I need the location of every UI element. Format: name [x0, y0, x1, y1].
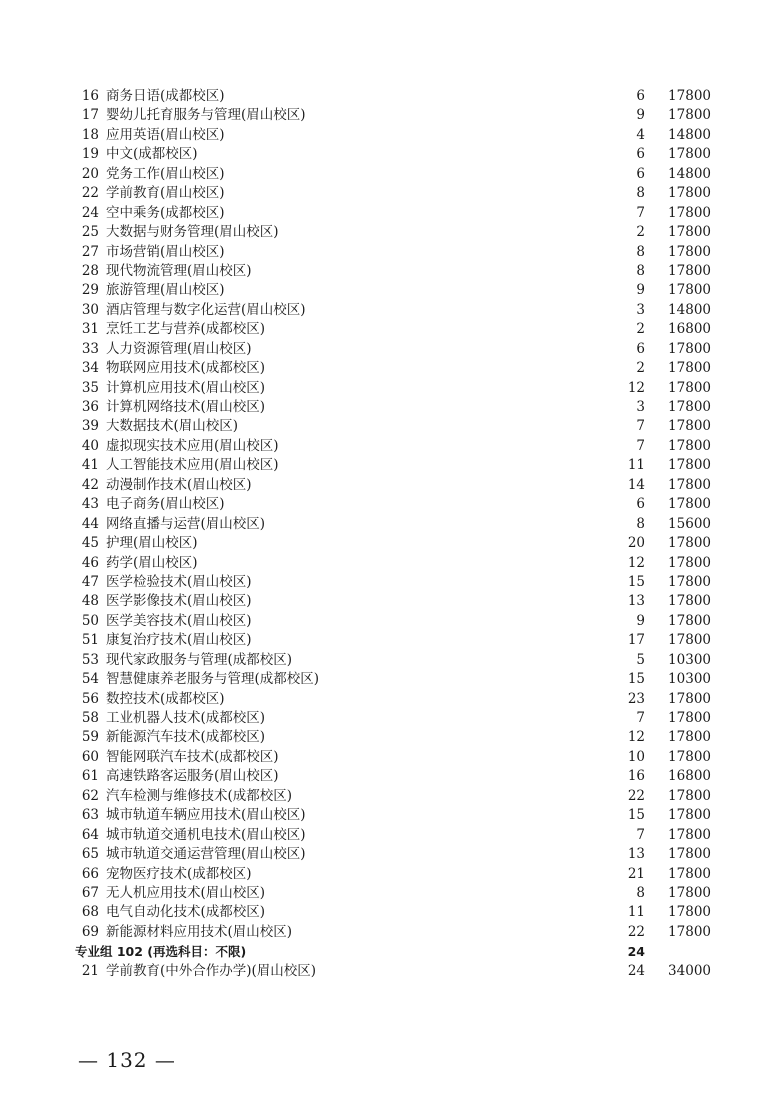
major-name: 智能网联汽车技术(成都校区) [106, 748, 279, 765]
major-code: 31 [81, 321, 99, 338]
major-name: 人力资源管理(眉山校区) [106, 340, 252, 357]
enrollment-count: 6 [636, 496, 645, 513]
major-name: 电子商务(眉山校区) [106, 496, 225, 513]
major-name: 医学检验技术(眉山校区) [106, 573, 252, 590]
tuition-fee: 10300 [668, 671, 711, 688]
table-row [75, 320, 725, 339]
tuition-fee: 16800 [668, 321, 711, 338]
major-code: 47 [81, 573, 99, 590]
tuition-fee: 17800 [668, 865, 711, 882]
major-name: 学前教育(中外合作办学)(眉山校区) [106, 962, 317, 979]
tuition-fee: 17800 [668, 457, 711, 474]
tuition-fee: 17800 [668, 923, 711, 940]
major-code: 17 [81, 107, 99, 124]
tuition-fee: 17800 [668, 787, 711, 804]
table-row [75, 126, 725, 145]
table-row [75, 709, 725, 728]
major-code: 65 [81, 846, 99, 863]
enrollment-count: 5 [636, 651, 645, 668]
table-row [75, 612, 725, 631]
major-list [75, 87, 725, 942]
major-name: 康复治疗技术(眉山校区) [106, 632, 252, 649]
tuition-fee: 14800 [668, 126, 711, 143]
group-count: 24 [627, 944, 645, 960]
major-name: 大数据技术(眉山校区) [106, 418, 239, 435]
major-code: 60 [81, 748, 99, 765]
enrollment-count: 11 [627, 904, 645, 921]
enrollment-count: 6 [636, 340, 645, 357]
major-name: 烹饪工艺与营养(成都校区) [106, 321, 266, 338]
enrollment-count: 7 [636, 204, 645, 221]
enrollment-count: 9 [636, 282, 645, 299]
enrollment-count: 21 [627, 865, 645, 882]
enrollment-count: 2 [636, 321, 645, 338]
major-code: 45 [81, 535, 99, 552]
major-name: 电气自动化技术(成都校区) [106, 904, 266, 921]
major-name: 党务工作(眉山校区) [106, 165, 225, 182]
major-name: 药学(眉山校区) [106, 554, 198, 571]
page-number: — 132 — [78, 1048, 176, 1072]
major-code: 43 [81, 496, 99, 513]
table-row [75, 573, 725, 592]
enrollment-count: 23 [627, 690, 645, 707]
enrollment-count: 8 [636, 185, 645, 202]
tuition-fee: 17800 [668, 340, 711, 357]
enrollment-count: 7 [636, 826, 645, 843]
major-code: 46 [81, 554, 99, 571]
major-name: 旅游管理(眉山校区) [106, 282, 225, 299]
table-row [75, 262, 725, 281]
enrollment-count: 15 [627, 573, 645, 590]
tuition-fee: 17800 [668, 437, 711, 454]
tuition-fee: 15600 [668, 515, 711, 532]
enrollment-count: 15 [627, 671, 645, 688]
enrollment-count: 14 [627, 476, 645, 493]
enrollment-count: 7 [636, 418, 645, 435]
major-name: 中文(成都校区) [106, 146, 198, 163]
tuition-fee: 10300 [668, 651, 711, 668]
tuition-fee: 17800 [668, 282, 711, 299]
table-row [75, 534, 725, 553]
table-row [75, 767, 725, 786]
enrollment-count: 7 [636, 710, 645, 726]
major-code: 39 [81, 418, 99, 435]
table-row [75, 651, 725, 670]
tuition-fee: 17800 [668, 612, 711, 629]
major-code: 62 [81, 787, 99, 804]
enrollment-count: 24 [627, 962, 645, 979]
table-row [75, 806, 725, 825]
enrollment-count: 12 [627, 554, 645, 571]
major-code: 69 [81, 923, 99, 940]
enrollment-count: 12 [627, 379, 645, 396]
major-name: 商务日语(成都校区) [106, 88, 225, 104]
tuition-fee: 16800 [668, 768, 711, 785]
tuition-fee: 17800 [668, 535, 711, 552]
major-name: 新能源汽车技术(成都校区) [106, 729, 266, 746]
table-row [75, 340, 725, 359]
major-name: 医学影像技术(眉山校区) [106, 593, 252, 610]
major-name: 现代家政服务与管理(成都校区) [106, 651, 293, 668]
tuition-fee: 17800 [668, 204, 711, 221]
major-code: 33 [81, 340, 99, 357]
major-name: 高速铁路客运服务(眉山校区) [106, 768, 279, 785]
tuition-fee: 17800 [668, 146, 711, 163]
major-code: 18 [81, 126, 99, 143]
table-row [75, 145, 725, 164]
enrollment-count: 13 [627, 846, 645, 863]
major-name: 城市轨道车辆应用技术(眉山校区) [106, 807, 306, 824]
major-name: 计算机应用技术(眉山校区) [106, 379, 266, 396]
major-name: 计算机网络技术(眉山校区) [106, 399, 266, 415]
enrollment-count: 6 [636, 165, 645, 182]
table-row [75, 184, 725, 203]
major-code: 27 [81, 243, 99, 260]
table-row [75, 865, 725, 884]
major-name: 网络直播与运营(眉山校区) [106, 515, 266, 532]
tuition-fee: 17800 [668, 632, 711, 649]
major-name: 酒店管理与数字化运营(眉山校区) [106, 301, 306, 318]
enrollment-count: 13 [627, 593, 645, 610]
tuition-fee: 14800 [668, 301, 711, 318]
major-name: 汽车检测与维修技术(成都校区) [106, 787, 293, 804]
table-row [75, 281, 725, 300]
major-code: 44 [81, 515, 99, 532]
major-name: 大数据与财务管理(眉山校区) [106, 224, 279, 241]
major-code: 58 [81, 710, 99, 726]
enrollment-count: 16 [627, 768, 645, 785]
enrollment-count: 8 [636, 262, 645, 279]
enrollment-count: 9 [636, 107, 645, 124]
major-code: 48 [81, 593, 99, 610]
major-name: 虚拟现实技术应用(眉山校区) [106, 437, 279, 454]
major-code: 42 [81, 476, 99, 493]
table-row [75, 515, 725, 534]
major-code: 35 [81, 379, 99, 396]
major-code: 25 [81, 224, 99, 241]
table-row [75, 670, 725, 689]
table-row [75, 787, 725, 806]
table-row [75, 223, 725, 242]
major-name: 医学美容技术(眉山校区) [106, 612, 252, 629]
tuition-fee: 17800 [668, 748, 711, 765]
tuition-fee: 17800 [668, 185, 711, 202]
major-code: 22 [81, 185, 99, 202]
table-row [75, 476, 725, 495]
tuition-fee: 17800 [668, 360, 711, 377]
tuition-fee: 17800 [668, 690, 711, 707]
major-name: 新能源材料应用技术(眉山校区) [106, 923, 293, 940]
major-name: 人工智能技术应用(眉山校区) [106, 457, 279, 474]
major-code: 61 [81, 768, 99, 785]
enrollment-count: 22 [627, 923, 645, 940]
major-name: 无人机应用技术(眉山校区) [106, 884, 266, 901]
major-name: 智慧健康养老服务与管理(成都校区) [106, 671, 320, 688]
enrollment-count: 8 [636, 884, 645, 901]
enrollment-count: 11 [627, 457, 645, 474]
table-row [75, 748, 725, 767]
tuition-fee: 17800 [668, 573, 711, 590]
major-code: 63 [81, 807, 99, 824]
major-code: 59 [81, 729, 99, 746]
major-code: 41 [81, 457, 99, 474]
table-row [75, 398, 725, 417]
table-row [75, 728, 725, 747]
major-code: 67 [81, 884, 99, 901]
tuition-fee: 17800 [668, 807, 711, 824]
tuition-fee: 17800 [668, 107, 711, 124]
group-header-row [75, 942, 725, 961]
major-name: 学前教育(眉山校区) [106, 185, 225, 202]
table-row [75, 495, 725, 514]
table-row [75, 417, 725, 436]
enrollment-count: 6 [636, 88, 645, 104]
tuition-fee: 17800 [668, 593, 711, 610]
major-name: 城市轨道交通运营管理(眉山校区) [106, 846, 306, 863]
tuition-fee: 17800 [668, 476, 711, 493]
major-code: 24 [81, 204, 99, 221]
enrollment-count: 9 [636, 612, 645, 629]
major-code: 56 [81, 690, 99, 707]
table-row [75, 87, 725, 106]
tuition-fee: 17800 [668, 846, 711, 863]
table-row [75, 884, 725, 903]
group-label: 专业组 102 (再选科目：不限) [75, 944, 247, 960]
tuition-fee: 14800 [668, 165, 711, 182]
major-name: 宠物医疗技术(成都校区) [106, 865, 252, 882]
table-row [75, 243, 725, 262]
major-name: 动漫制作技术(眉山校区) [106, 476, 252, 493]
tuition-fee: 17800 [668, 729, 711, 746]
table-row [75, 554, 725, 573]
major-code: 19 [81, 146, 99, 163]
major-code: 54 [81, 671, 99, 688]
enrollment-count: 15 [627, 807, 645, 824]
major-code: 66 [81, 865, 99, 882]
enrollment-count: 3 [636, 399, 645, 415]
major-name: 护理(眉山校区) [106, 535, 198, 552]
major-code: 36 [81, 399, 99, 415]
table-row [75, 690, 725, 709]
major-code: 40 [81, 437, 99, 454]
enrollment-table [75, 87, 725, 981]
major-name: 市场营销(眉山校区) [106, 243, 225, 260]
major-code: 34 [81, 360, 99, 377]
major-name: 现代物流管理(眉山校区) [106, 262, 252, 279]
enrollment-count: 4 [636, 126, 645, 143]
tuition-fee: 17800 [668, 379, 711, 396]
tuition-fee: 17800 [668, 399, 711, 415]
enrollment-count: 22 [627, 787, 645, 804]
major-code: 51 [81, 632, 99, 649]
major-code: 16 [81, 88, 99, 104]
major-name: 空中乘务(成都校区) [106, 204, 225, 221]
enrollment-count: 20 [627, 535, 645, 552]
enrollment-count: 2 [636, 360, 645, 377]
table-row [75, 165, 725, 184]
tuition-fee: 17800 [668, 243, 711, 260]
tuition-fee: 17800 [668, 710, 711, 726]
tuition-fee: 17800 [668, 224, 711, 241]
table-row [75, 106, 725, 125]
tuition-fee: 17800 [668, 262, 711, 279]
tuition-fee: 17800 [668, 88, 711, 104]
tuition-fee: 17800 [668, 554, 711, 571]
tuition-fee: 17800 [668, 904, 711, 921]
enrollment-count: 10 [627, 748, 645, 765]
major-code: 28 [81, 262, 99, 279]
table-row [75, 923, 725, 942]
major-name: 婴幼儿托育服务与管理(眉山校区) [106, 107, 306, 124]
enrollment-count: 17 [627, 632, 645, 649]
major-code: 64 [81, 826, 99, 843]
enrollment-count: 8 [636, 243, 645, 260]
group-major-list [75, 962, 725, 981]
table-row [75, 592, 725, 611]
major-name: 工业机器人技术(成都校区) [106, 710, 266, 726]
major-code: 21 [81, 962, 99, 979]
major-code: 29 [81, 282, 99, 299]
major-code: 68 [81, 904, 99, 921]
table-row [75, 845, 725, 864]
table-row [75, 359, 725, 378]
enrollment-count: 7 [636, 437, 645, 454]
table-row [75, 631, 725, 650]
enrollment-count: 6 [636, 146, 645, 163]
enrollment-count: 3 [636, 301, 645, 318]
enrollment-count: 8 [636, 515, 645, 532]
table-row [75, 379, 725, 398]
table-row [75, 437, 725, 456]
enrollment-count: 12 [627, 729, 645, 746]
tuition-fee: 17800 [668, 826, 711, 843]
major-code: 53 [81, 651, 99, 668]
major-code: 30 [81, 301, 99, 318]
enrollment-count: 2 [636, 224, 645, 241]
major-code: 20 [81, 165, 99, 182]
table-row [75, 204, 725, 223]
major-code: 50 [81, 612, 99, 629]
tuition-fee: 17800 [668, 418, 711, 435]
major-name: 应用英语(眉山校区) [106, 126, 225, 143]
tuition-fee: 17800 [668, 884, 711, 901]
major-name: 数控技术(成都校区) [106, 690, 225, 707]
tuition-fee: 17800 [668, 496, 711, 513]
tuition-fee: 34000 [668, 962, 711, 979]
table-row [75, 962, 725, 981]
table-row [75, 826, 725, 845]
major-name: 城市轨道交通机电技术(眉山校区) [106, 826, 306, 843]
major-name: 物联网应用技术(成都校区) [106, 360, 266, 377]
table-row [75, 456, 725, 475]
table-row [75, 301, 725, 320]
table-row [75, 903, 725, 922]
